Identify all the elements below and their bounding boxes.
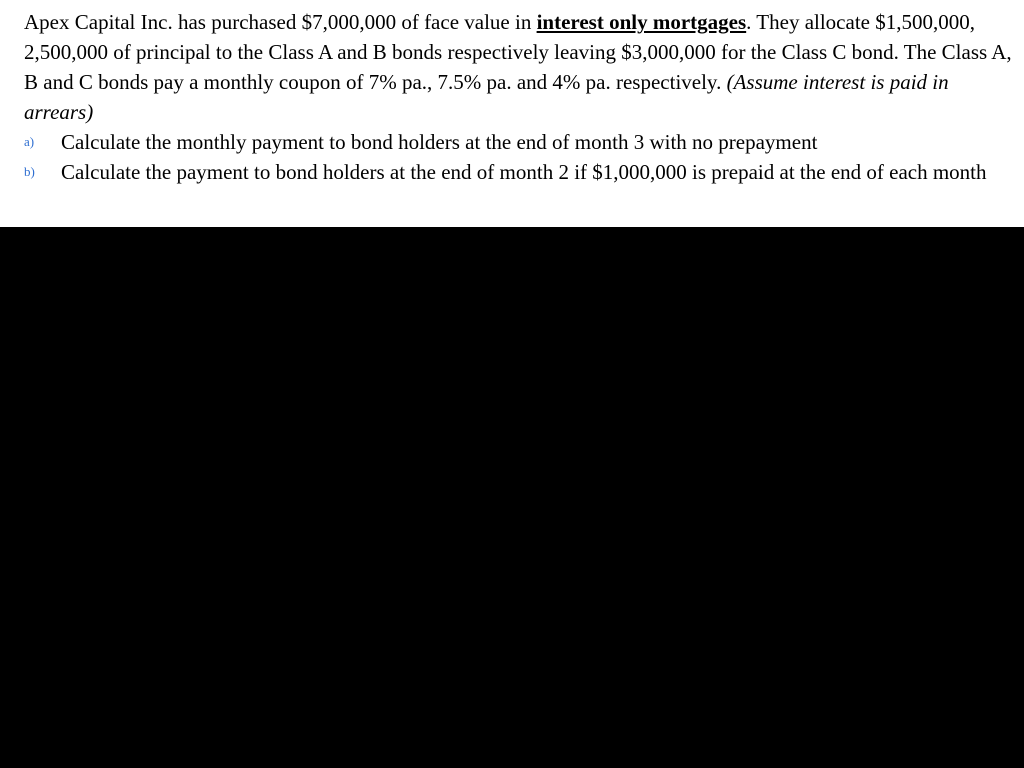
intro-text-end: . They allocate $1,500,000, 2,500,000 of principal to the Class A and B bonds respectively leaving $3,000,000 for the Class C bond. The Class A, B and C bonds pay a monthly coupon of 7% pa., 7.5% pa. and 4% pa. respectively. [24,10,1012,94]
empty-dark-area [0,227,1024,768]
question-a-marker: a) [24,134,35,149]
problem-statement [24,7,1014,127]
question-a-text: Calculate the monthly payment to bond holders at the end of month 3 with no prepayment [61,130,818,154]
key-term: interest only mortgages [536,10,747,34]
question-b-text: Calculate the payment to bond holders at the end of month 2 if $1,000,000 is prepaid at the end of each month [61,160,987,184]
question-b [24,157,1014,187]
problem-content [24,7,1014,187]
question-a [24,127,1014,157]
assumption-note: (Assume interest is paid in arrears) [24,70,949,124]
question-b-marker: b) [24,164,35,179]
problem-panel [0,0,1024,227]
intro-text-start: Apex Capital Inc. has purchased $7,000,000 of face value in [24,10,537,34]
question-list [24,127,1014,187]
